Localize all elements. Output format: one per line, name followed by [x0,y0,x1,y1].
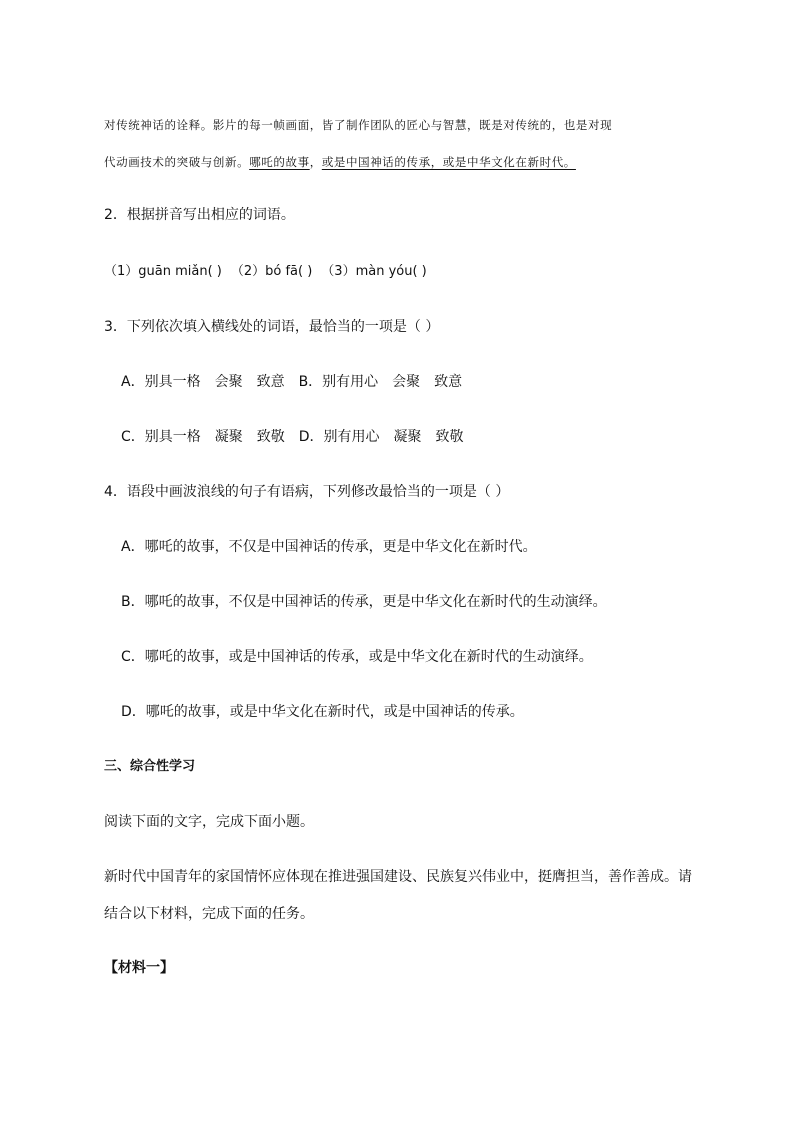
pinyin-item-2: （2）bó fā( ) [230,264,313,279]
option-3c: C．别具一格 凝聚 致敬 [121,429,285,445]
section-3-paragraph-line-1: 新时代中国青年的家国情怀应体现在推进强国建设、民族复兴伟业中，挺膺担当，善作善成。请 [104,869,692,885]
section-3-instruction: 阅读下面的文字，完成下面小题。 [104,814,314,830]
option-4a: A．哪吒的故事，不仅是中国神话的传承，更是中华文化在新时代。 [121,539,537,555]
question-4-stem: 4．语段中画波浪线的句子有语病，下列修改最恰当的一项是（ ） [104,484,510,500]
question-2-pinyin-items [104,262,427,282]
option-4b: B．哪吒的故事，不仅是中国神话的传承，更是中华文化在新时代的生动演绎。 [121,594,607,610]
option-3d: D．别有用心 凝聚 致敬 [298,429,464,445]
question-3-options-row-1 [121,372,462,392]
option-3a: A．别具一格 会聚 致意 [121,374,285,390]
question-3-stem: 3．下列依次填入横线处的词语，最恰当的一项是（ ） [104,319,440,335]
question-2-stem: 2．根据拼音写出相应的词语。 [104,207,295,223]
option-4d: D．哪吒的故事，或是中华文化在新时代，或是中国神话的传承。 [121,704,524,720]
section-3-heading: 三、综合性学习 [104,759,196,774]
passage-separator: ， [309,155,322,169]
underlined-phrase-2: 或是中国神话的传承，或是中华文化在新时代。 [321,155,576,169]
passage-line-2 [104,152,576,172]
passage-line-2-plain: 代动画技术的突破与创新。 [104,155,250,169]
option-4c: C．哪吒的故事，或是中国神话的传承，或是中华文化在新时代的生动演绎。 [121,649,593,665]
passage-line-1: 对传统神话的诠释。影片的每一帧画面，皆了制作团队的匠心与智慧，既是对传统的，也是对现 [104,118,613,132]
option-3b: B．别有用心 会聚 致意 [298,374,463,390]
pinyin-item-1: （1）guān miǎn( ) [104,264,222,279]
question-3-options-row-2 [121,427,464,447]
section-3-paragraph-line-2: 结合以下材料，完成下面的任务。 [104,906,314,922]
material-one-label: 【材料一】 [104,960,174,976]
pinyin-item-3: （3）màn yóu( ) [321,264,427,279]
underlined-phrase-1: 哪吒的故事 [249,155,310,169]
